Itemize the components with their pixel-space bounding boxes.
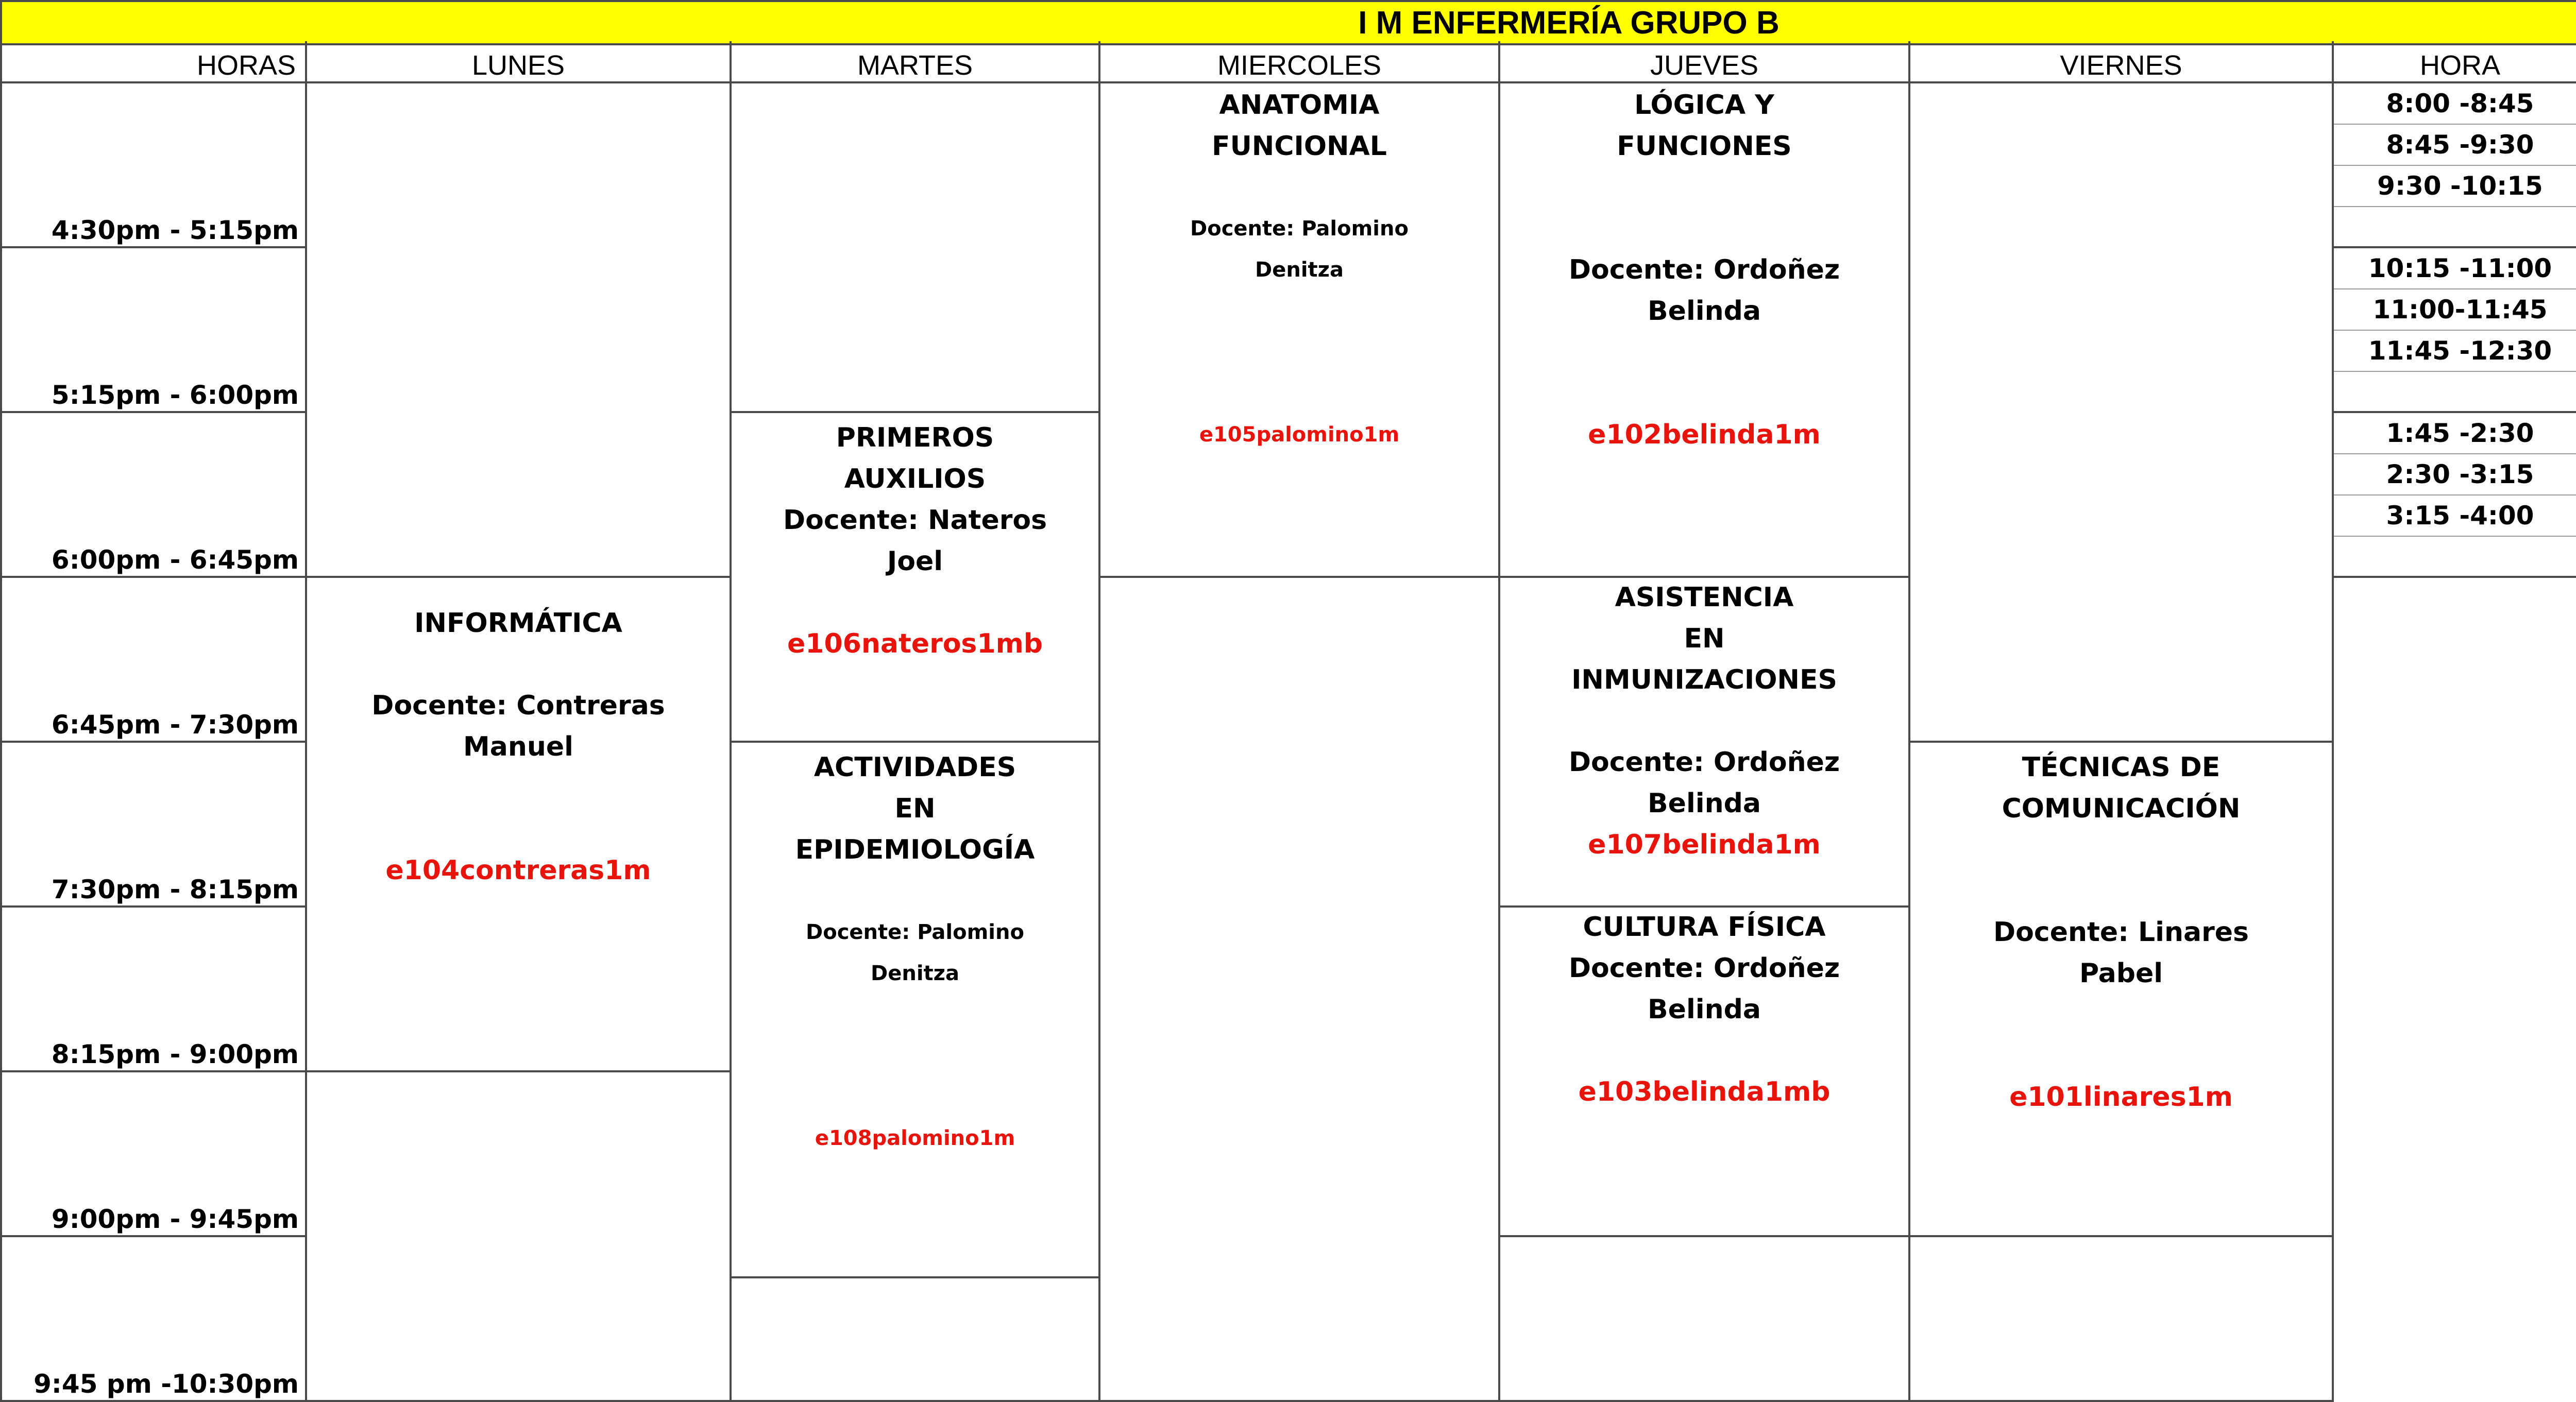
course-code: e104contreras1m bbox=[385, 855, 651, 886]
course-teacher: Docente: Ordoñez bbox=[1568, 747, 1840, 778]
course-name: AUXILIOS bbox=[844, 464, 986, 494]
course-name: EPIDEMIOLOGÍA bbox=[795, 834, 1035, 865]
course-teacher: Denitza bbox=[871, 962, 959, 985]
course-name: FUNCIONES bbox=[1617, 131, 1792, 162]
course-teacher: Belinda bbox=[1648, 296, 1761, 327]
saturday-hour: 2:30 -3:15 bbox=[2334, 454, 2576, 495]
course-name: INMUNIZACIONES bbox=[1571, 664, 1837, 695]
header-martes: MARTES bbox=[732, 41, 1100, 83]
course-code: e103belinda1mb bbox=[1578, 1076, 1831, 1107]
empty-cell bbox=[1100, 578, 1500, 1402]
time-slot: 6:45pm - 7:30pm bbox=[0, 578, 307, 743]
course-teacher: Manuel bbox=[463, 731, 573, 762]
time-slot: 8:15pm - 9:00pm bbox=[0, 908, 307, 1072]
course-teacher: Joel bbox=[887, 546, 943, 577]
course-teacher: Belinda bbox=[1648, 994, 1761, 1025]
course-tecnicas bbox=[1910, 743, 2334, 1237]
saturday-hour: 8:45 -9:30 bbox=[2334, 125, 2576, 166]
saturday-hour: 8:00 -8:45 bbox=[2334, 83, 2576, 125]
course-code: e108palomino1m bbox=[815, 1126, 1015, 1150]
course-teacher: Docente: Nateros bbox=[783, 505, 1047, 536]
course-logica bbox=[1500, 83, 1910, 578]
course-name: PRIMEROS bbox=[836, 422, 994, 453]
empty-cell bbox=[1910, 1237, 2334, 1402]
course-name: ANATOMIA bbox=[1219, 90, 1380, 121]
saturday-hour: 11:45 -12:30 bbox=[2334, 331, 2576, 372]
course-actividades bbox=[732, 743, 1100, 1278]
saturday-hour: 9:30 -10:15 bbox=[2334, 166, 2576, 207]
time-slot: 5:15pm - 6:00pm bbox=[0, 248, 307, 413]
course-asistencia bbox=[1500, 578, 1910, 908]
saturday-hour: 3:15 -4:00 bbox=[2334, 495, 2576, 537]
course-name: INFORMÁTICA bbox=[414, 608, 622, 639]
course-name: ASISTENCIA bbox=[1615, 582, 1794, 613]
course-name: COMUNICACIÓN bbox=[2002, 793, 2241, 824]
course-teacher: Docente: Palomino bbox=[1190, 217, 1409, 241]
header-jueves: JUEVES bbox=[1500, 41, 1910, 83]
course-name: FUNCIONAL bbox=[1212, 131, 1387, 162]
course-name: EN bbox=[894, 793, 936, 824]
header-hora: HORA bbox=[2334, 41, 2576, 83]
course-code: e105palomino1m bbox=[1199, 423, 1400, 447]
saturday-hour: 10:15 -11:00 bbox=[2334, 248, 2576, 289]
saturday-hour bbox=[2334, 537, 2576, 578]
course-name: CULTURA FÍSICA bbox=[1583, 912, 1826, 943]
course-teacher: Pabel bbox=[2079, 958, 2163, 989]
course-name: LÓGICA Y bbox=[1634, 90, 1774, 121]
saturday-hour bbox=[2334, 207, 2576, 248]
empty-cell bbox=[732, 1278, 1100, 1402]
course-code: e102belinda1m bbox=[1588, 419, 1821, 450]
saturday-hour: 11:00-11:45 bbox=[2334, 289, 2576, 331]
course-code: e101linares1m bbox=[2009, 1082, 2233, 1113]
schedule-title: I M ENFERMERÍA GRUPO B bbox=[0, 0, 2576, 45]
course-name: ACTIVIDADES bbox=[814, 752, 1016, 783]
time-slot: 7:30pm - 8:15pm bbox=[0, 743, 307, 908]
course-code: e106nateros1mb bbox=[787, 628, 1043, 659]
header-lunes: LUNES bbox=[307, 41, 732, 83]
course-teacher: Denitza bbox=[1255, 258, 1344, 282]
empty-cell bbox=[307, 1072, 732, 1402]
header-miercoles: MIERCOLES bbox=[1100, 41, 1500, 83]
header-viernes: VIERNES bbox=[1910, 41, 2334, 83]
course-teacher: Docente: Ordoñez bbox=[1568, 254, 1840, 285]
course-teacher: Belinda bbox=[1648, 788, 1761, 819]
course-teacher: Docente: Palomino bbox=[806, 920, 1024, 944]
empty-cell bbox=[307, 83, 732, 578]
empty-cell bbox=[732, 83, 1100, 413]
course-primeros-auxilios bbox=[732, 413, 1100, 743]
header-horas: HORAS bbox=[0, 41, 307, 83]
empty-cell bbox=[1910, 83, 2334, 743]
empty-cell bbox=[1500, 1237, 1910, 1402]
course-cultura-fisica bbox=[1500, 908, 1910, 1237]
time-slot: 6:00pm - 6:45pm bbox=[0, 413, 307, 578]
saturday-hour bbox=[2334, 372, 2576, 413]
course-informatica bbox=[307, 578, 732, 1072]
course-name: EN bbox=[1684, 623, 1725, 654]
course-teacher: Docente: Ordoñez bbox=[1568, 953, 1840, 984]
course-code: e107belinda1m bbox=[1588, 829, 1821, 860]
saturday-hour: 1:45 -2:30 bbox=[2334, 413, 2576, 454]
time-slot: 9:00pm - 9:45pm bbox=[0, 1072, 307, 1237]
course-anatomia bbox=[1100, 83, 1500, 578]
time-slot: 9:45 pm -10:30pm bbox=[0, 1237, 307, 1402]
course-teacher: Docente: Linares bbox=[1993, 917, 2249, 948]
time-slot: 4:30pm - 5:15pm bbox=[0, 83, 307, 248]
course-teacher: Docente: Contreras bbox=[371, 690, 665, 721]
course-name: TÉCNICAS DE bbox=[2022, 752, 2221, 783]
